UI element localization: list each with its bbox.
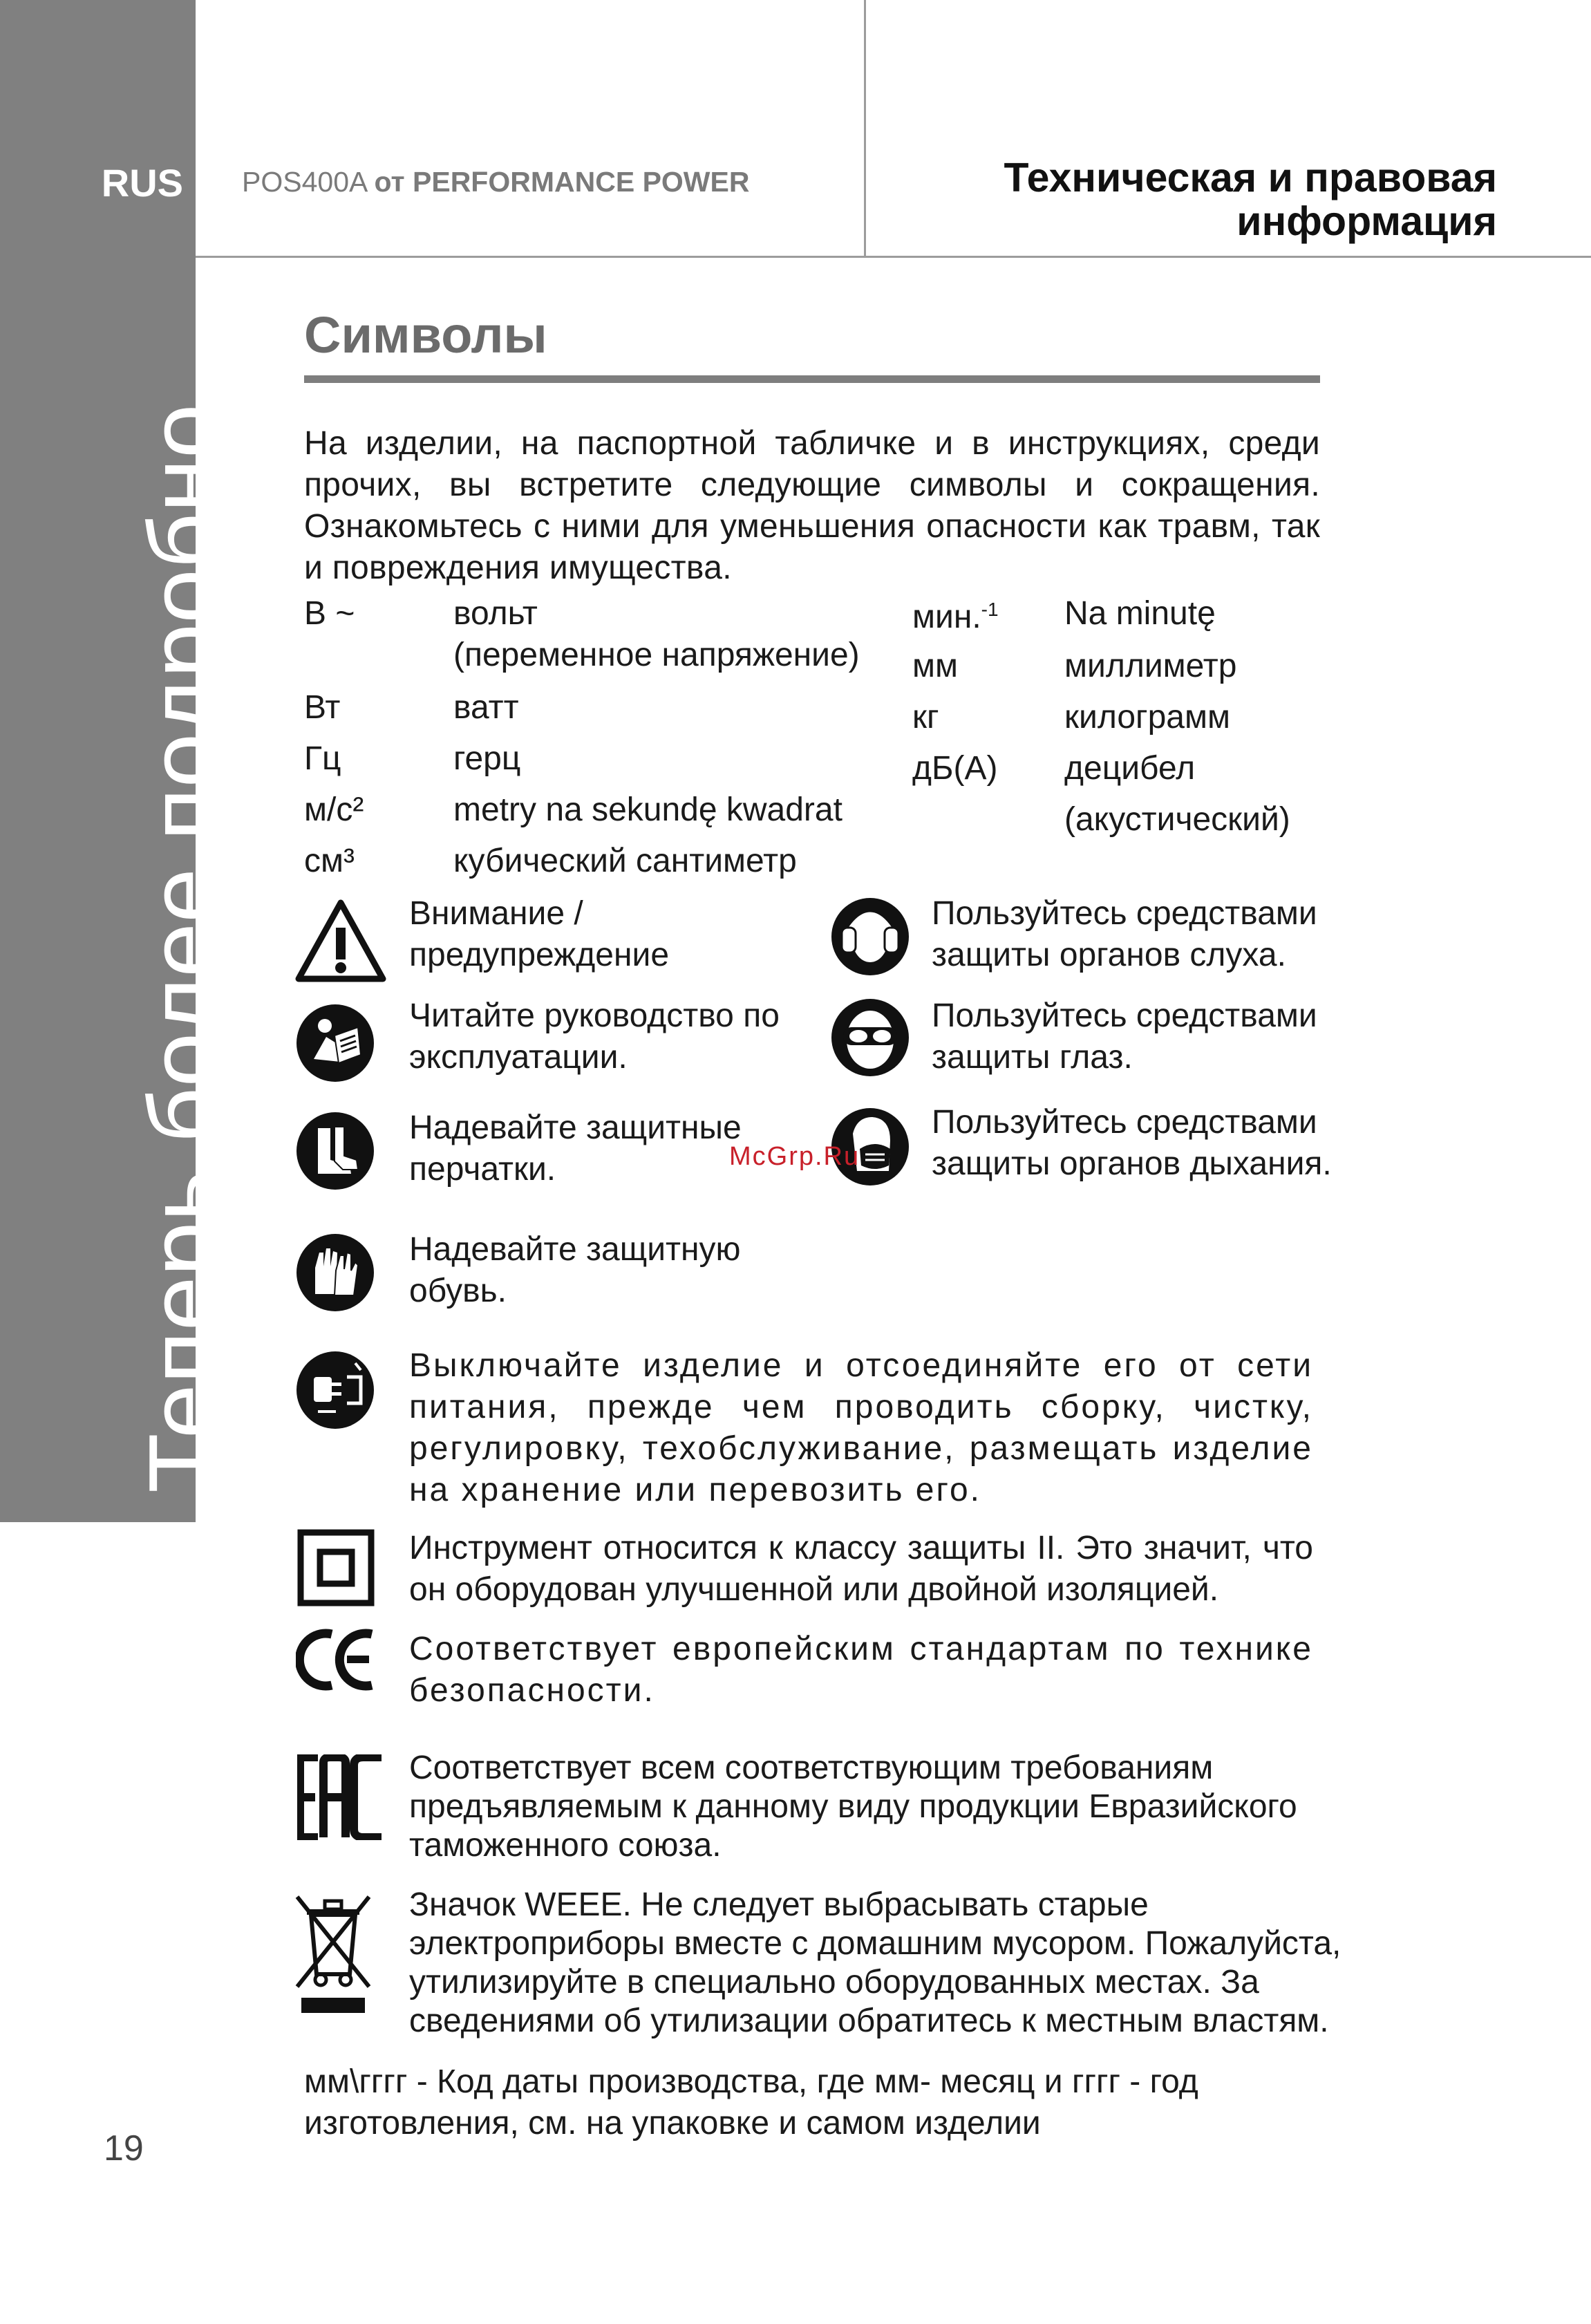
eac-mark-icon (297, 1754, 384, 1840)
eye-protection-text (932, 995, 1317, 1078)
ce-mark-icon (296, 1629, 379, 1691)
unplug-icon (294, 1349, 376, 1431)
weee-text-line2: электроприборы вместе с домашним мусором. Пожалуйста, (409, 1925, 1341, 1962)
language-label: RUS (101, 161, 183, 205)
abbr-kg: кг (912, 699, 939, 735)
abbr-mm: мм (912, 648, 958, 684)
read-manual-text-line1: Читайте руководство по (409, 997, 780, 1034)
abbr-acceleration: м/с² (304, 791, 364, 828)
abbr-rpm (912, 589, 999, 638)
eye-protection-text-line2: защиты глаз. (932, 1039, 1133, 1076)
abbr-acceleration-meaning: metry na sekundę kwadrat (453, 791, 842, 828)
brand-name: PERFORMANCE POWER (413, 166, 750, 198)
respirator-text (932, 1102, 1332, 1185)
eac-text-line1: Соответствует всем соответствующим требованиям (409, 1750, 1214, 1786)
eac-text-line3: таможенного союза. (409, 1827, 722, 1864)
abbr-db-meaning: децибел (1064, 750, 1196, 787)
abbr-rpm-sup: -1 (981, 599, 999, 620)
weee-text-line1: Значок WEEE. Не следует выбрасывать старые (409, 1886, 1149, 1923)
model-from: от (374, 166, 405, 198)
abbr-kg-meaning: килограмм (1064, 699, 1230, 735)
eye-protection-text-line1: Пользуйтесь средствами (932, 997, 1317, 1034)
eac-text (409, 1749, 1297, 1865)
header-title (878, 156, 1497, 243)
ear-protection-text-line2: защиты органов слуха. (932, 937, 1286, 973)
warning-text-line2: предупреждение (409, 937, 670, 973)
ce-text: Соответствует европейским стандартам по технике безопасности. (409, 1631, 1313, 1709)
warning-text-line1: Внимание / (409, 895, 583, 932)
header-title-line2: информация (1236, 198, 1497, 244)
read-manual-text-line2: эксплуатации. (409, 1039, 628, 1076)
header-divider-vertical (864, 0, 866, 257)
section-rule (304, 375, 1320, 383)
gloves-text-line2: перчатки. (409, 1151, 556, 1188)
abbr-mm-meaning: миллиметр (1064, 648, 1237, 684)
gloves-icon (294, 1232, 376, 1313)
gloves-text (409, 1107, 742, 1190)
page-number: 19 (104, 2128, 144, 2168)
abbr-volt: В ~ (304, 595, 355, 632)
watermark: McGrp.Ru (729, 1142, 860, 1171)
intro-paragraph: На изделии, на паспортной табличке и в инструкциях, среди прочих, вы встретите следующие символы и сокращения. Ознакомьтесь с ними для уменьшения опасности как травм, так и повреждения имущества. (304, 425, 1320, 586)
weee-text-line3: утилизируйте в специально оборудованных местах. За (409, 1964, 1259, 2000)
respirator-text-line2: защиты органов дыхания. (932, 1145, 1332, 1182)
date-code-text (304, 2061, 1198, 2144)
model-name: POS400A (242, 166, 367, 198)
respirator-text-line1: Пользуйтесь средствами (932, 1104, 1317, 1141)
abbr-cm3: см³ (304, 843, 355, 879)
model-line (242, 166, 749, 198)
unplug-text: Выключайте изделие и отсоединяйте его от сети питания, прежде чем проводить сборку, чистку, регулировку, техобслуживание, размещать изделие на хранение или перевозить его. (409, 1347, 1313, 1508)
boots-text-line2: обувь. (409, 1273, 507, 1309)
warning-text (409, 893, 669, 976)
section-title: Символы (304, 306, 547, 364)
warning-triangle-icon (294, 899, 387, 983)
boots-text-line1: Надевайте защитную (409, 1231, 741, 1268)
header-title-line1: Техническая и правовая (1004, 155, 1497, 200)
read-manual-icon (294, 1002, 376, 1084)
ear-protection-text (932, 893, 1317, 976)
abbr-watt: Вт (304, 689, 341, 726)
date-code-line2: изготовления, см. на упаковке и самом изделии (304, 2105, 1041, 2142)
ear-protection-icon (829, 896, 911, 977)
header-divider (196, 256, 1591, 258)
weee-text (409, 1886, 1341, 2041)
abbr-hertz-meaning: герц (453, 740, 521, 777)
abbr-db-meaning2: (акустический) (1064, 801, 1290, 838)
weee-text-line4: сведениями об утилизации обратитесь к местным властям. (409, 2003, 1329, 2039)
read-manual-text (409, 995, 780, 1078)
sidebar-vertical-title: Теперь более подробно... (129, 321, 238, 1493)
safety-boots-icon (294, 1110, 376, 1192)
abbr-rpm-text: мин. (912, 599, 981, 635)
gloves-text-line1: Надевайте защитные (409, 1109, 742, 1146)
weee-bin-icon (293, 1893, 373, 2014)
abbr-watt-meaning: ватт (453, 689, 519, 726)
boots-text (409, 1229, 741, 1312)
abbr-volt-meaning2: (переменное напряжение) (453, 637, 860, 673)
class-ii-icon (297, 1529, 375, 1606)
abbr-db: дБ(А) (912, 750, 998, 787)
date-code-line1: мм\гггг - Код даты производства, где мм- месяц и гггг - год (304, 2063, 1198, 2100)
ear-protection-text-line1: Пользуйтесь средствами (932, 895, 1317, 932)
class-ii-text: Инструмент относится к классу защиты II. Это значит, что он оборудован улучшенной или двойной изоляцией. (409, 1530, 1313, 1608)
abbr-rpm-meaning: Na minutę (1064, 595, 1216, 632)
abbr-cm3-meaning: кубический сантиметр (453, 843, 797, 879)
eac-text-line2: предъявляемым к данному виду продукции Евразийского (409, 1788, 1297, 1825)
eye-protection-icon (829, 997, 911, 1078)
abbr-volt-meaning: вольт (453, 595, 538, 632)
abbr-hertz: Гц (304, 740, 341, 777)
